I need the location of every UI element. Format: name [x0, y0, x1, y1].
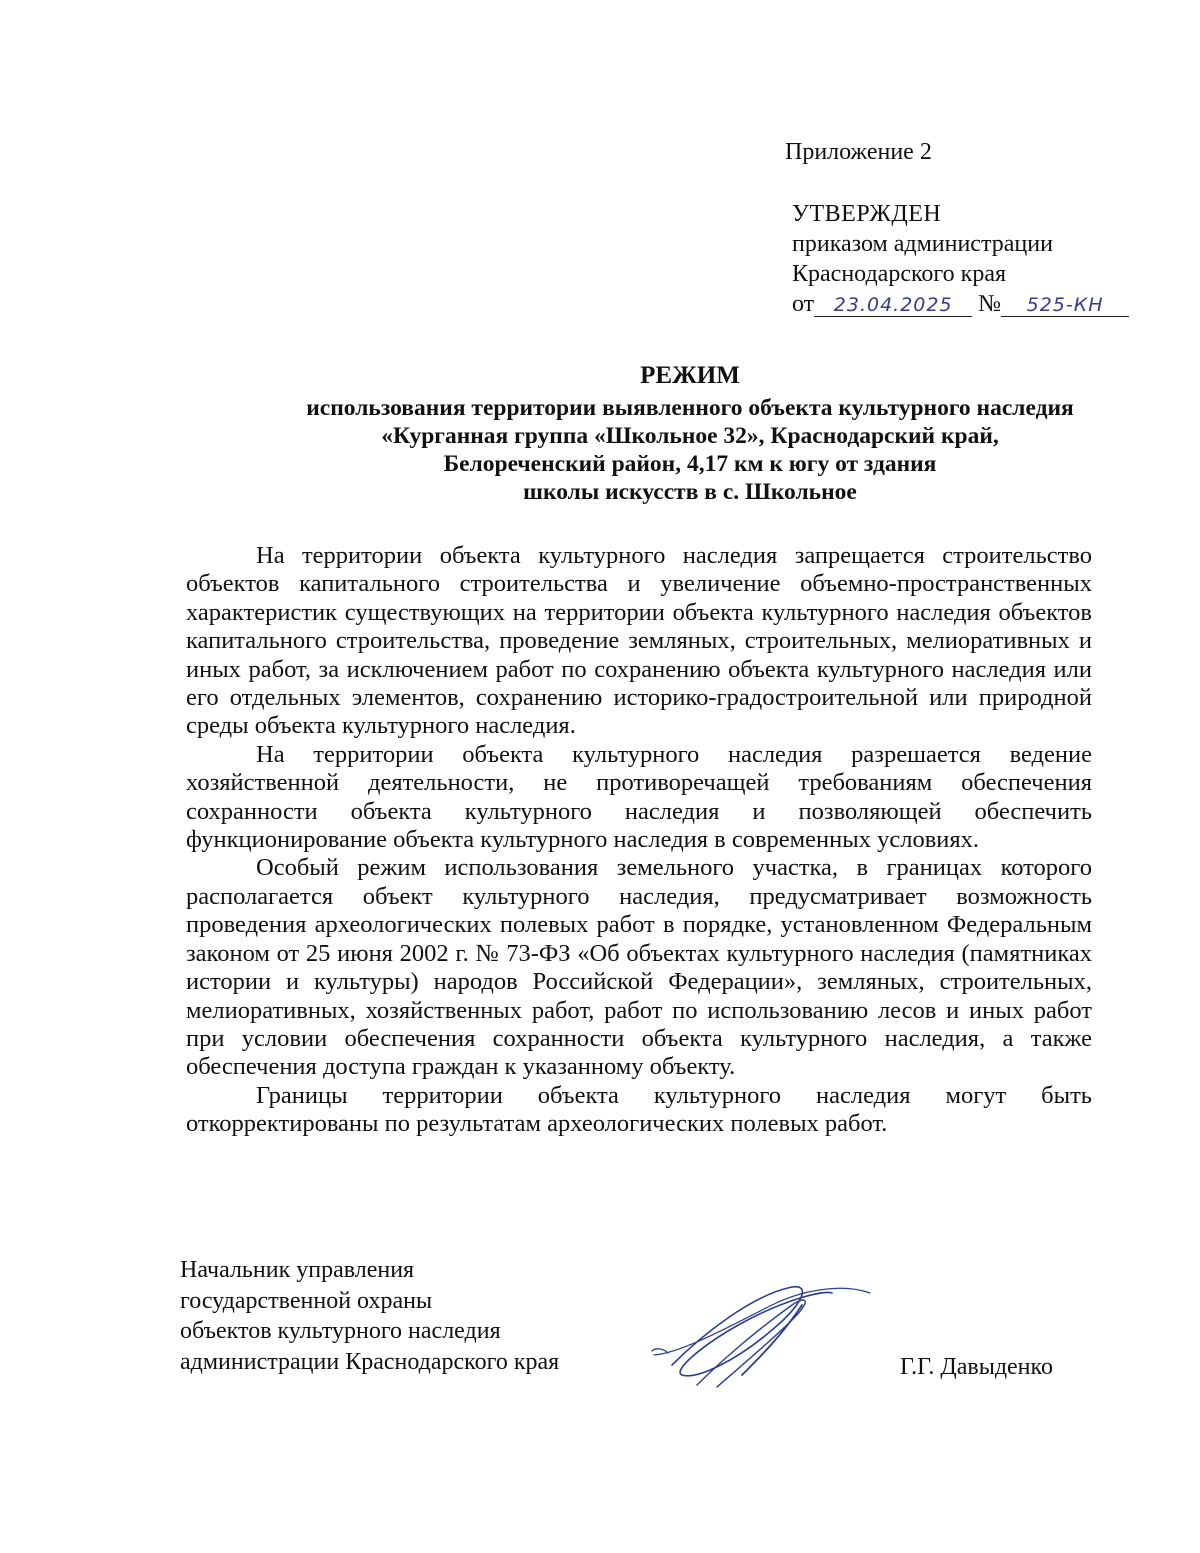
paragraph-permissions: На территории объекта культурного наследия разрешается ведение хозяйственной деятельности, не противоречащей требованиям обеспечения сохранности объекта культурного наследия и позволяющей обеспечить функционирование объекта культурного наследия в современных условиях.	[186, 740, 1092, 854]
position-line-4: администрации Краснодарского края	[180, 1348, 560, 1375]
signatory-name: Г.Г. Давыденко	[900, 1354, 1053, 1380]
title-line-3: Белореченский район, 4,17 км к югу от здания	[443, 451, 937, 477]
appendix-label: Приложение 2	[785, 139, 932, 165]
document-title-block	[150, 360, 1200, 506]
date-prefix: от	[792, 291, 815, 317]
paragraph-boundaries: Границы территории объекта культурного наследия могут быть откорректированы по результатам археологических полевых работ.	[186, 1081, 1092, 1138]
handwritten-date: 23.04.2025	[814, 294, 972, 317]
approval-stamp-block	[792, 199, 1172, 319]
approval-line-1: приказом администрации	[792, 231, 1053, 257]
signatory-position	[180, 1255, 559, 1377]
title-line-4: школы искусств в с. Школьное	[523, 479, 857, 505]
signature-block	[180, 1255, 1100, 1405]
paragraph-prohibitions: На территории объекта культурного наследия запрещается строительство объектов капитального строительства и увеличение объемно-пространственных характеристик существующих на территории объекта культурного наследия объектов капитального строительства, проведение земляных, строительных, мелиоративных и иных работ, за исключением работ по сохранению объекта культурного наследия или его отдельных элементов, сохранению историко-градостроительной или природной среды объекта культурного наследия.	[186, 542, 1092, 740]
position-line-2: государственной охраны	[180, 1287, 433, 1314]
handwritten-signature-icon	[642, 1275, 872, 1395]
number-prefix: №	[978, 291, 1002, 317]
position-line-3: объектов культурного наследия	[180, 1318, 501, 1344]
document-body	[186, 542, 1092, 1139]
position-line-1: Начальник управления	[180, 1257, 415, 1283]
title-line-1: использования территории выявленного объекта культурного наследия	[306, 395, 1074, 421]
paragraph-special-regime: Особый режим использования земельного участка, в границах которого располагается объект культурного наследия, предусматривает возможность проведения археологических полевых работ в порядке, установленном Федеральным законом от 25 июня 2002 г. № 73-ФЗ «Об объектах культурного наследия (памятниках истории и культуры) народов Российской Федерации», земляных, строительных, мелиоративных, хозяйственных работ, работ по использованию лесов и иных работ при условии обеспечения сохранности объекта культурного наследия, а также обеспечения доступа граждан к указанному объекту.	[186, 854, 1092, 1081]
handwritten-number: 525-КН	[1001, 294, 1129, 317]
title-line-2: «Курганная группа «Школьное 32», Краснодарский край,	[381, 423, 999, 449]
approval-status: УТВЕРЖДЕН	[792, 201, 942, 227]
approval-line-2: Краснодарского края	[792, 261, 1007, 287]
document-title: РЕЖИМ	[640, 362, 740, 389]
approval-date-number-line	[792, 289, 1172, 319]
